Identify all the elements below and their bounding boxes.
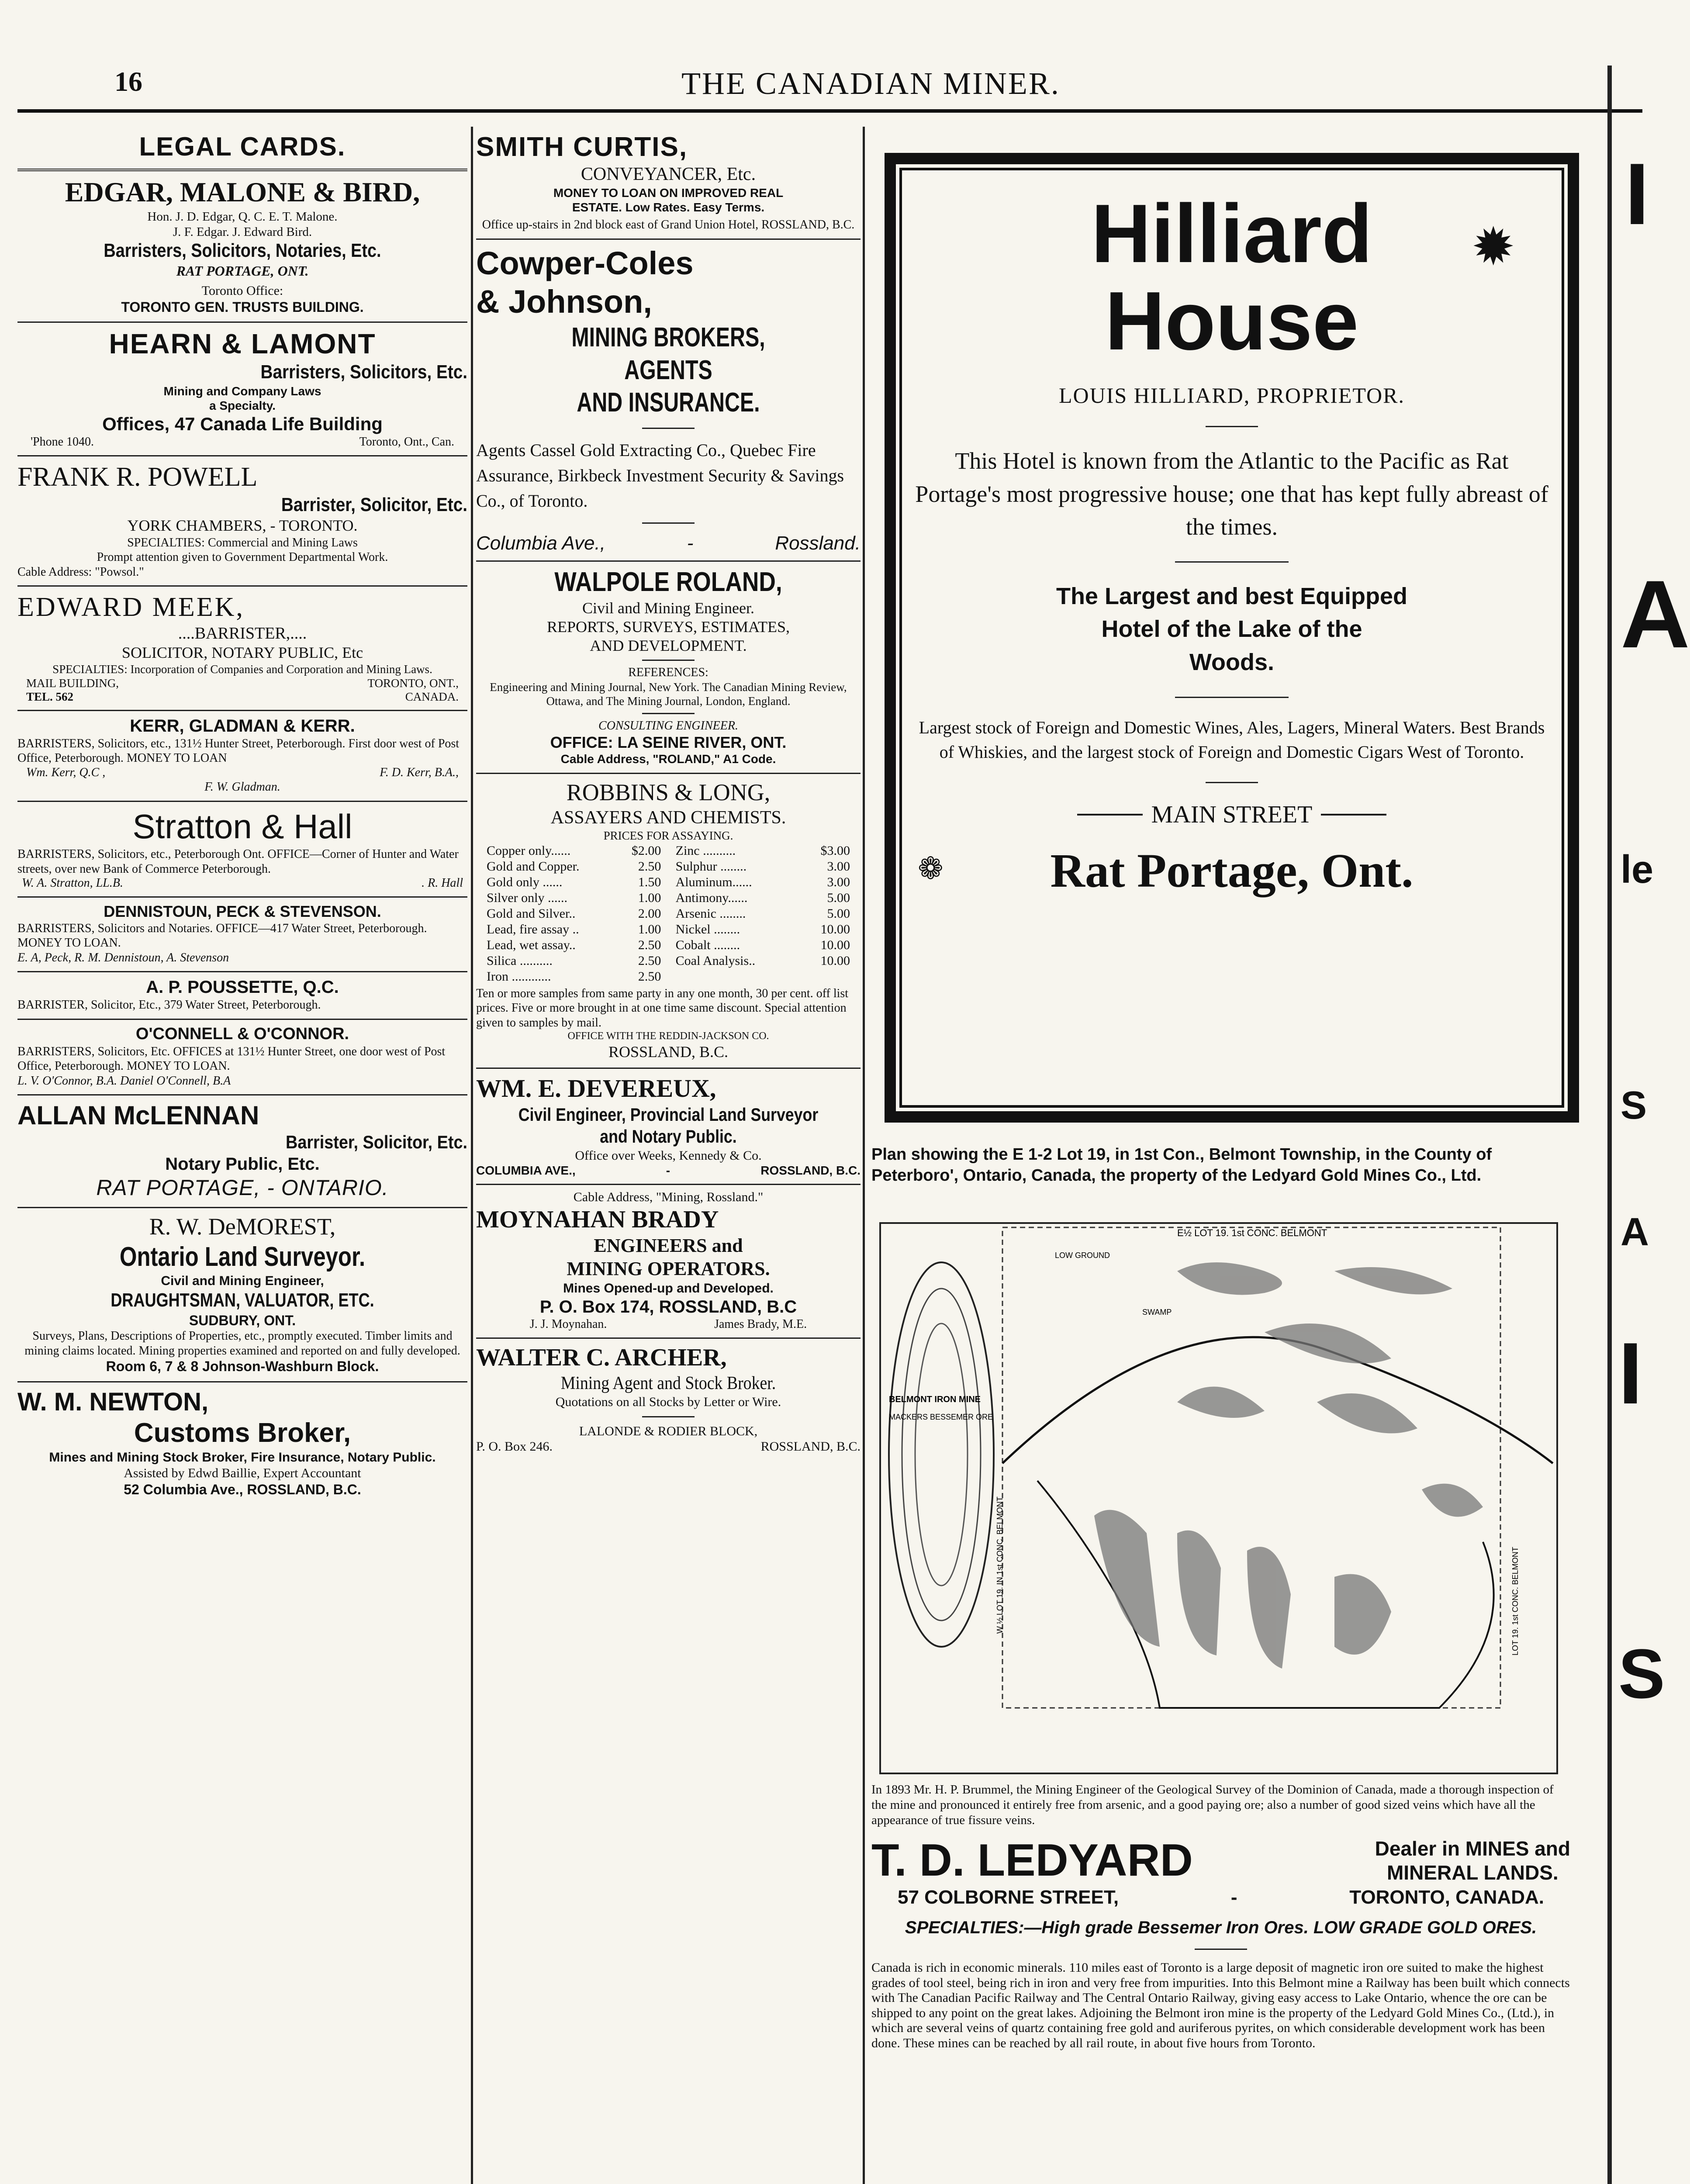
price-column-right <box>676 843 850 985</box>
partners: L. V. O'Connor, B.A. Daniel O'Connell, B.A <box>17 1074 231 1088</box>
separator <box>1175 697 1289 698</box>
dennistoun-card <box>17 898 467 972</box>
office: OFFICE: LA SEINE RIVER, ONT. <box>550 733 787 752</box>
firm-name: EDGAR, MALONE & BIRD, <box>65 176 420 207</box>
city: TORONTO, CANADA. <box>1349 1887 1544 1908</box>
map-label-mine: MACKERS BESSEMER ORE <box>889 1413 993 1421</box>
city: SUDBURY, ONT. <box>189 1312 296 1328</box>
map-label-low: LOW GROUND <box>1055 1251 1110 1260</box>
specialty: SPECIALTIES: Commercial and Mining Laws <box>127 536 358 549</box>
separator <box>1195 1949 1247 1950</box>
header-rule <box>17 109 1642 113</box>
country: CANADA. <box>405 690 459 703</box>
edge-letter: I <box>1625 145 1649 243</box>
telephone: TEL. 562 <box>26 690 74 703</box>
proprietor: LOUIS HILLIARD, PROPRIETOR. <box>1059 383 1405 408</box>
firm-desc: Barrister, Solicitor, Etc. <box>286 1132 467 1153</box>
cable: Cable Address: "Powsol." <box>17 565 144 579</box>
running-header <box>0 66 1659 118</box>
price-row <box>676 937 850 953</box>
price-column-left <box>487 843 661 985</box>
cowper-card: Cowper-Coles & Johnson, MINING BROKERS, AGENTS AND INSURANCE. Agents Cassel Gold Extracting Co., Quebec Fire Assurance, Birkbeck Investment Security & Savings Co., of Toronto. Columbia Ave., - Rossland. <box>476 240 861 562</box>
price-row <box>676 890 850 906</box>
price-row <box>487 890 661 906</box>
specialty: SPECIALTIES: Incorporation of Companies and Corporation and Mining Laws. <box>52 663 432 676</box>
title: Customs Broker, <box>134 1418 351 1448</box>
brummel-note: In 1893 Mr. H. P. Brummel, the Mining Engineer of the Geological Survey of the Dominion of Canada, made a thorough inspection of the mine and pronounced it entirely free from arsenic, and a good paying ore; also a number of good sized veins which have all the appearance of true fissure veins. <box>871 1783 1554 1827</box>
firm-name: EDWARD MEEK, <box>17 592 245 622</box>
firm-name: FRANK R. POWELL <box>17 462 258 492</box>
price-row <box>487 843 661 859</box>
meek-card <box>17 587 467 711</box>
partner: F. D. Kerr, B.A., <box>380 766 459 780</box>
plan-caption: Plan showing the E 1-2 Lot 19, in 1st Con., Belmont Township, in the County of Peterboro', Ontario, Canada, the property of the Ledyard Gold Mines Co., Ltd. <box>871 1145 1492 1185</box>
description: Mines and Mining Stock Broker, Fire Insurance, Notary Public. <box>49 1450 436 1465</box>
notary: Notary Public, Etc. <box>165 1154 320 1174</box>
engineer: Civil and Mining Engineer, <box>161 1273 324 1288</box>
tagline: Woods. <box>1189 649 1274 675</box>
price-item: Coal Analysis.. <box>675 953 756 968</box>
title: SOLICITOR, NOTARY PUBLIC, Etc <box>121 644 363 662</box>
demorest-card <box>17 1208 467 1382</box>
street: 57 COLBORNE STREET, <box>898 1887 1119 1908</box>
price-item: Copper only...... <box>487 843 571 858</box>
street: MAIN STREET <box>1151 801 1313 828</box>
firm-name: Stratton & Hall <box>132 807 353 846</box>
edge-letter: S <box>1621 1084 1647 1127</box>
partner: . R. Hall <box>422 876 463 890</box>
edgar-card <box>17 171 467 323</box>
title: ASSAYERS AND CHEMISTS. <box>550 807 786 828</box>
tagline: Hotel of the Lake of the <box>1101 616 1362 643</box>
references-label: REFERENCES: <box>628 666 708 680</box>
price-item: Lead, wet assay.. <box>487 937 576 952</box>
price-value: 3.00 <box>827 859 850 874</box>
hotel-name: Hilliard <box>1091 187 1373 280</box>
price-item: Lead, fire assay .. <box>487 922 579 936</box>
specialties: SPECIALTIES:—High grade Bessemer Iron Ores. LOW GRADE GOLD ORES. <box>905 1918 1537 1938</box>
separator <box>642 660 695 661</box>
mail-building: MAIL BUILDING, <box>26 676 119 690</box>
price-item: Nickel ........ <box>675 922 740 936</box>
firm-name: R. W. DeMOREST, <box>149 1213 336 1240</box>
card-body: Surveys, Plans, Descriptions of Properties, etc., promptly executed. Timber limits and mining claims located. Mining properties examined and reported on and fully developed. <box>24 1329 460 1358</box>
firm-name: ALLAN McLENNAN <box>17 1101 259 1130</box>
walpole-card <box>476 562 861 774</box>
oconnell-card <box>17 1020 467 1095</box>
moynahan-card <box>476 1185 861 1339</box>
business-cards-column <box>476 127 861 2184</box>
card-body: BARRISTERS, Solicitors, Etc. OFFICES at 131½ Hunter Street, one door west of Post Office, Peterborough. MONEY TO LOAN. <box>17 1044 446 1073</box>
card-body: BARRISTERS, Solicitors, etc., 131½ Hunter Street, Peterborough. First door west of Post Office, Peterborough. MONEY TO LOAN <box>17 736 460 765</box>
firm-name: & Johnson, <box>476 283 652 320</box>
ledyard-plan-map <box>871 1219 1566 1778</box>
edge-letter: A <box>1621 560 1690 668</box>
firm-name: DENNISTOUN, PECK & STEVENSON. <box>104 902 381 921</box>
devereux-card: WM. E. DEVEREUX, Civil Engineer, Provincial Land Surveyor and Notary Public. Office over Weeks, Kennedy & Co. COLUMBIA AVE., - ROSSLAND, B.C. <box>476 1069 861 1185</box>
card-body: BARRISTERS, Solicitors and Notaries. OFFICE—417 Water Street, Peterborough. MONEY TO LOAN. <box>17 921 427 950</box>
edge-letter: A <box>1621 1210 1649 1254</box>
feature-column <box>863 127 1579 2184</box>
curtis-card <box>476 127 861 240</box>
dealer: Dealer in MINES and <box>1375 1837 1570 1860</box>
ledyard-body: Canada is rich in economic minerals. 110 miles east of Toronto is a large deposit of magnetic iron ore suited to make the highest grades of tool steel, being rich in iron and very free from impurities. Into this Belmont mine a Railway has been built which connects with The Canadian Pacific Railway and The Central Ontario Railway, giving easy access to Lake Ontario, whence the ore can be shipped to any point on the great lakes. Adjoining the Belmont iron mine is the property of the Ledyard Gold Mines Co., (Ltd.), in which are several veins of quartz containing free gold and auriferous pyrites, on which considerable development work has been done. These mines can be reached by all rail route, in about five hours from Toronto. <box>871 1960 1570 2050</box>
price-item: Zinc .......... <box>675 843 736 858</box>
map-label-side: W ½ LOT 19. IN 1st CONC. BELMONT <box>995 1496 1004 1634</box>
city: RAT PORTAGE, ONT. <box>176 263 309 279</box>
discount-note: Ten or more samples from same party in any one month, 30 per cent. off list prices. Five or more brought in at one time same discount. Special attention given to samples by mail. <box>476 986 849 1030</box>
price-item: Arsenic ........ <box>675 906 746 921</box>
price-item: Gold and Copper. <box>487 859 580 874</box>
office: Offices, 47 Canada Life Building <box>102 413 383 434</box>
firm-name: MOYNAHAN BRADY <box>476 1206 719 1233</box>
rosette-ornament-icon: ❁ <box>918 852 943 886</box>
title: Civil Engineer, Provincial Land Surveyor and Notary Public. <box>518 1104 819 1147</box>
firm-name: O'CONNELL & O'CONNOR. <box>135 1024 349 1043</box>
separator <box>1206 782 1258 783</box>
mines: Mines Opened-up and Developed. <box>563 1281 774 1296</box>
prices-label: PRICES FOR ASSAYING. <box>603 829 733 843</box>
separator <box>642 428 695 429</box>
ledyard-name: T. D. LEDYARD <box>871 1835 1193 1886</box>
price-row <box>487 969 661 985</box>
partners: Hon. J. D. Edgar, Q. C. E. T. Malone. <box>147 209 338 224</box>
dealer: MINERAL LANDS. <box>1386 1861 1559 1884</box>
separator <box>642 713 695 714</box>
street: Columbia Ave., <box>476 532 605 554</box>
price-table <box>476 843 861 985</box>
newton-card <box>17 1382 467 1504</box>
city: Rossland. <box>775 532 861 554</box>
partner: F. W. Gladman. <box>204 780 280 794</box>
city: RAT PORTAGE, - ONTARIO. <box>96 1175 389 1200</box>
firm-name: A. P. POUSSETTE, Q.C. <box>146 978 339 997</box>
powell-card <box>17 456 467 587</box>
prompt-note: Prompt attention given to Government Departmental Work. <box>97 550 388 564</box>
cable: Cable Address, "Mining, Rossland." <box>573 1189 764 1204</box>
firm-desc: Barristers, Solicitors, Etc. <box>260 361 467 383</box>
price-item: Sulphur ........ <box>675 859 747 874</box>
title: MINING OPERATORS. <box>567 1258 770 1279</box>
price-row <box>487 874 661 890</box>
stratton-card <box>17 802 467 898</box>
map-label-top: E½ LOT 19. 1st CONC. BELMONT <box>1177 1227 1327 1238</box>
mclennan-card <box>17 1095 467 1208</box>
map-label-mine: BELMONT IRON MINE <box>889 1395 981 1404</box>
edge-letter: I <box>1618 1325 1643 1422</box>
draughtsman: DRAUGHTSMAN, VALUATOR, ETC. <box>111 1289 374 1311</box>
firm-name: WM. E. DEVEREUX, <box>476 1074 716 1103</box>
firm-name: W. M. NEWTON, <box>17 1387 209 1416</box>
price-row <box>676 874 850 890</box>
office: TORONTO GEN. TRUSTS BUILDING. <box>121 299 364 315</box>
price-value: 10.00 <box>820 922 850 936</box>
partner: James Brady, M.E. <box>714 1317 807 1331</box>
price-row <box>676 953 850 969</box>
hearn-card <box>17 323 467 456</box>
map-label-right: LOT 19. 1st CONC. BELMONT <box>1511 1547 1520 1655</box>
title: CONVEYANCER, Etc. <box>581 164 756 185</box>
price-value: 10.00 <box>820 937 850 952</box>
title: ....BARRISTER,.... <box>178 624 307 643</box>
office-label: Toronto Office: <box>201 283 283 298</box>
robbins-card <box>476 774 861 1069</box>
price-row <box>487 922 661 937</box>
stock: Largest stock of Foreign and Domestic Wines, Ales, Lagers, Mineral Waters. Best Brands of Whiskies, and the largest stock of Foreign and Domestic Cigars West of Toronto. <box>919 717 1545 762</box>
price-value: 10.00 <box>820 953 850 968</box>
price-value: 2.50 <box>638 859 661 874</box>
cable: Cable Address, "ROLAND," A1 Code. <box>560 752 776 766</box>
price-value: $2.00 <box>631 843 661 858</box>
facing-page-edge <box>1607 66 1612 2184</box>
price-row <box>487 953 661 969</box>
hilliard-house-ad <box>885 153 1579 1123</box>
partners: E. A, Peck, R. M. Dennistoun, A. Stevenson <box>17 950 229 964</box>
journal-title: THE CANADIAN MINER. <box>681 66 1060 101</box>
reports: AND DEVELOPMENT. <box>590 637 747 655</box>
sun-ornament-icon: ✹ <box>1471 218 1515 276</box>
money-note: MONEY TO LOAN ON IMPROVED REAL <box>553 186 784 200</box>
separator <box>1175 561 1289 563</box>
partners: J. F. Edgar. J. Edward Bird. <box>173 225 312 239</box>
box: P. O. Box 246. <box>476 1439 553 1454</box>
price-value: 2.50 <box>638 969 661 984</box>
city: ROSSLAND, B.C. <box>760 1163 861 1177</box>
references: Engineering and Mining Journal, New York. The Canadian Mining Review, Ottawa, and The Mining Journal, London, England. <box>490 680 847 708</box>
price-row <box>676 843 850 859</box>
price-value: $3.00 <box>820 843 850 858</box>
card-body: BARRISTER, Solicitor, Etc., 379 Water Street, Peterborough. <box>17 998 321 1012</box>
section-title: LEGAL CARDS. <box>139 132 346 161</box>
price-value: 1.00 <box>638 890 661 905</box>
firm-name: WALTER C. ARCHER, <box>476 1344 727 1371</box>
consulting: CONSULTING ENGINEER. <box>598 719 738 733</box>
firm-name: HEARN & LAMONT <box>109 328 376 359</box>
price-item: Gold and Silver.. <box>487 906 576 921</box>
firm-name: ROBBINS & LONG, <box>566 779 771 806</box>
page-number: 16 <box>114 66 142 97</box>
address: 52 Columbia Ave., ROSSLAND, B.C. <box>124 1481 361 1497</box>
price-item: Cobalt ........ <box>675 937 740 952</box>
price-item: Gold only ...... <box>487 874 563 889</box>
city: Rat Portage, Ont. <box>1050 843 1414 897</box>
price-value: 1.50 <box>638 874 661 889</box>
tagline: The Largest and best Equipped <box>1056 583 1408 609</box>
address: YORK CHAMBERS, - TORONTO. <box>127 517 358 535</box>
price-item: Aluminum...... <box>675 874 752 889</box>
title: MINING BROKERS, <box>571 322 765 353</box>
price-row <box>676 922 850 937</box>
legal-cards-column <box>17 127 467 2184</box>
price-row <box>487 859 661 874</box>
partner: Wm. Kerr, Q.C , <box>26 766 106 780</box>
firm-name: WALPOLE ROLAND, <box>554 567 782 598</box>
price-row <box>487 906 661 922</box>
specialty: a Specialty. <box>209 399 276 413</box>
separator <box>642 522 695 524</box>
office: Office up-stairs in 2nd block east of Grand Union Hotel, ROSSLAND, B.C. <box>482 218 855 232</box>
title: ENGINEERS and <box>594 1234 743 1256</box>
specialty: Mining and Company Laws <box>163 384 321 398</box>
price-value: 5.00 <box>827 906 850 921</box>
quotations: Quotations on all Stocks by Letter or Wire. <box>555 1395 781 1410</box>
firm-name: Cowper-Coles <box>476 245 694 281</box>
poussette-card <box>17 972 467 1020</box>
map-label-swamp: SWAMP <box>1142 1308 1172 1317</box>
office: OFFICE WITH THE REDDIN-JACKSON CO. <box>567 1030 769 1042</box>
edge-letter: S <box>1618 1635 1665 1713</box>
price-value: 3.00 <box>827 874 850 889</box>
plan-caption-area <box>871 1144 1575 1186</box>
price-item: Silver only ...... <box>487 890 567 905</box>
city: ROSSLAND, B.C. <box>608 1043 729 1061</box>
box: P. O. Box 174, ROSSLAND, B.C <box>539 1297 797 1317</box>
assistant: Assisted by Edwd Baillie, Expert Accountant <box>124 1465 361 1480</box>
money-note: ESTATE. Low Rates. Easy Terms. <box>572 200 765 214</box>
card-body: BARRISTERS, Solicitors, etc., Peterborough Ont. OFFICE—Corner of Hunter and Water streets, over new Bank of Commerce Peterborough. <box>17 847 459 876</box>
separator <box>642 1416 695 1417</box>
separator <box>1206 426 1258 427</box>
price-value: 5.00 <box>827 890 850 905</box>
price-value: 1.00 <box>638 922 661 936</box>
price-value: 2.50 <box>638 937 661 952</box>
price-value: 2.00 <box>638 906 661 921</box>
price-item: Antimony...... <box>675 890 748 905</box>
kerr-card <box>17 711 467 802</box>
firm-name: KERR, GLADMAN & KERR. <box>130 716 355 736</box>
room: Room 6, 7 & 8 Johnson-Washburn Block. <box>106 1358 379 1375</box>
column-rule <box>471 127 473 2184</box>
price-row <box>487 937 661 953</box>
block: LALONDE & RODIER BLOCK, <box>579 1424 758 1439</box>
partner: W. A. Stratton, LL.B. <box>22 876 123 890</box>
city: Toronto, Ont., Can. <box>359 435 454 449</box>
title: Civil and Mining Engineer. <box>582 599 754 617</box>
partner: J. J. Moynahan. <box>529 1317 607 1331</box>
street: COLUMBIA AVE., <box>476 1163 576 1177</box>
ledyard-section: In 1893 Mr. H. P. Brummel, the Mining Engineer of the Geological Survey of the Dominion of Canada, made a thorough inspection of the mine and pronounced it entirely free from arsenic, and a good paying ore; also a number of good sized veins which have all the appearance of true fissure veins. T. D. LEDYARD Dealer in MINES and MINERAL LANDS. 57 COLBORNE STREET, - TORONTO, CANADA. SPECIALTIES:—High grade Bessemer Iron Ores. LOW GRADE GOLD ORES. Canada is rich in economic minerals. 110 miles east of Toronto is a large deposit of magnetic iron ore suited to make the highest grades of tool steel, being rich in iron and very free from impurities. Into this Belmont mine a Railway has been built which connects with The Canadian Pacific Railway and The Central Ontario Railway, giving easy access to Lake Ontario, whence the ore can be shipped to any point on the great lakes. Adjoining the Belmont iron mine is the property of the Ledyard Gold Mines Co., (Ltd.), in which are several veins of quartz containing free gold and auriferous pyrites, on which considerable development work has been done. These mines can be reached by all rail route, in about five hours from Toronto. <box>871 1783 1570 2050</box>
price-row <box>676 906 850 922</box>
hotel-description: This Hotel is known from the Atlantic to the Pacific as Rat Portage's most progressive house; one that has kept fully abreast of the times. <box>915 448 1548 540</box>
title: AGENTS <box>624 355 712 385</box>
firm-desc: Barrister, Solicitor, Etc. <box>281 494 467 515</box>
title: Ontario Land Surveyor. <box>119 1241 366 1272</box>
city: TORONTO, ONT., <box>367 676 459 690</box>
firm-name: SMITH CURTIS, <box>476 132 688 162</box>
title: Mining Agent and Stock Broker. <box>560 1373 776 1393</box>
title: AND INSURANCE. <box>577 387 760 418</box>
price-value: 2.50 <box>638 953 661 968</box>
phone: 'Phone 1040. <box>31 435 94 449</box>
section-title-card <box>17 127 467 171</box>
price-item: Silica .......... <box>487 953 553 968</box>
price-item: Iron ............ <box>487 969 551 984</box>
edge-letter: le <box>1621 848 1654 892</box>
agents: Agents Cassel Gold Extracting Co., Quebec Fire Assurance, Birkbeck Investment Security & Savings Co., of Toronto. <box>476 440 844 511</box>
price-row <box>676 859 850 874</box>
reports: REPORTS, SURVEYS, ESTIMATES, <box>546 618 790 636</box>
hotel-name: House <box>1105 274 1359 367</box>
archer-card <box>476 1339 861 1461</box>
office: Office over Weeks, Kennedy & Co. <box>575 1148 762 1163</box>
city: ROSSLAND, B.C. <box>760 1439 861 1454</box>
firm-desc: Barristers, Solicitors, Notaries, Etc. <box>104 240 381 262</box>
